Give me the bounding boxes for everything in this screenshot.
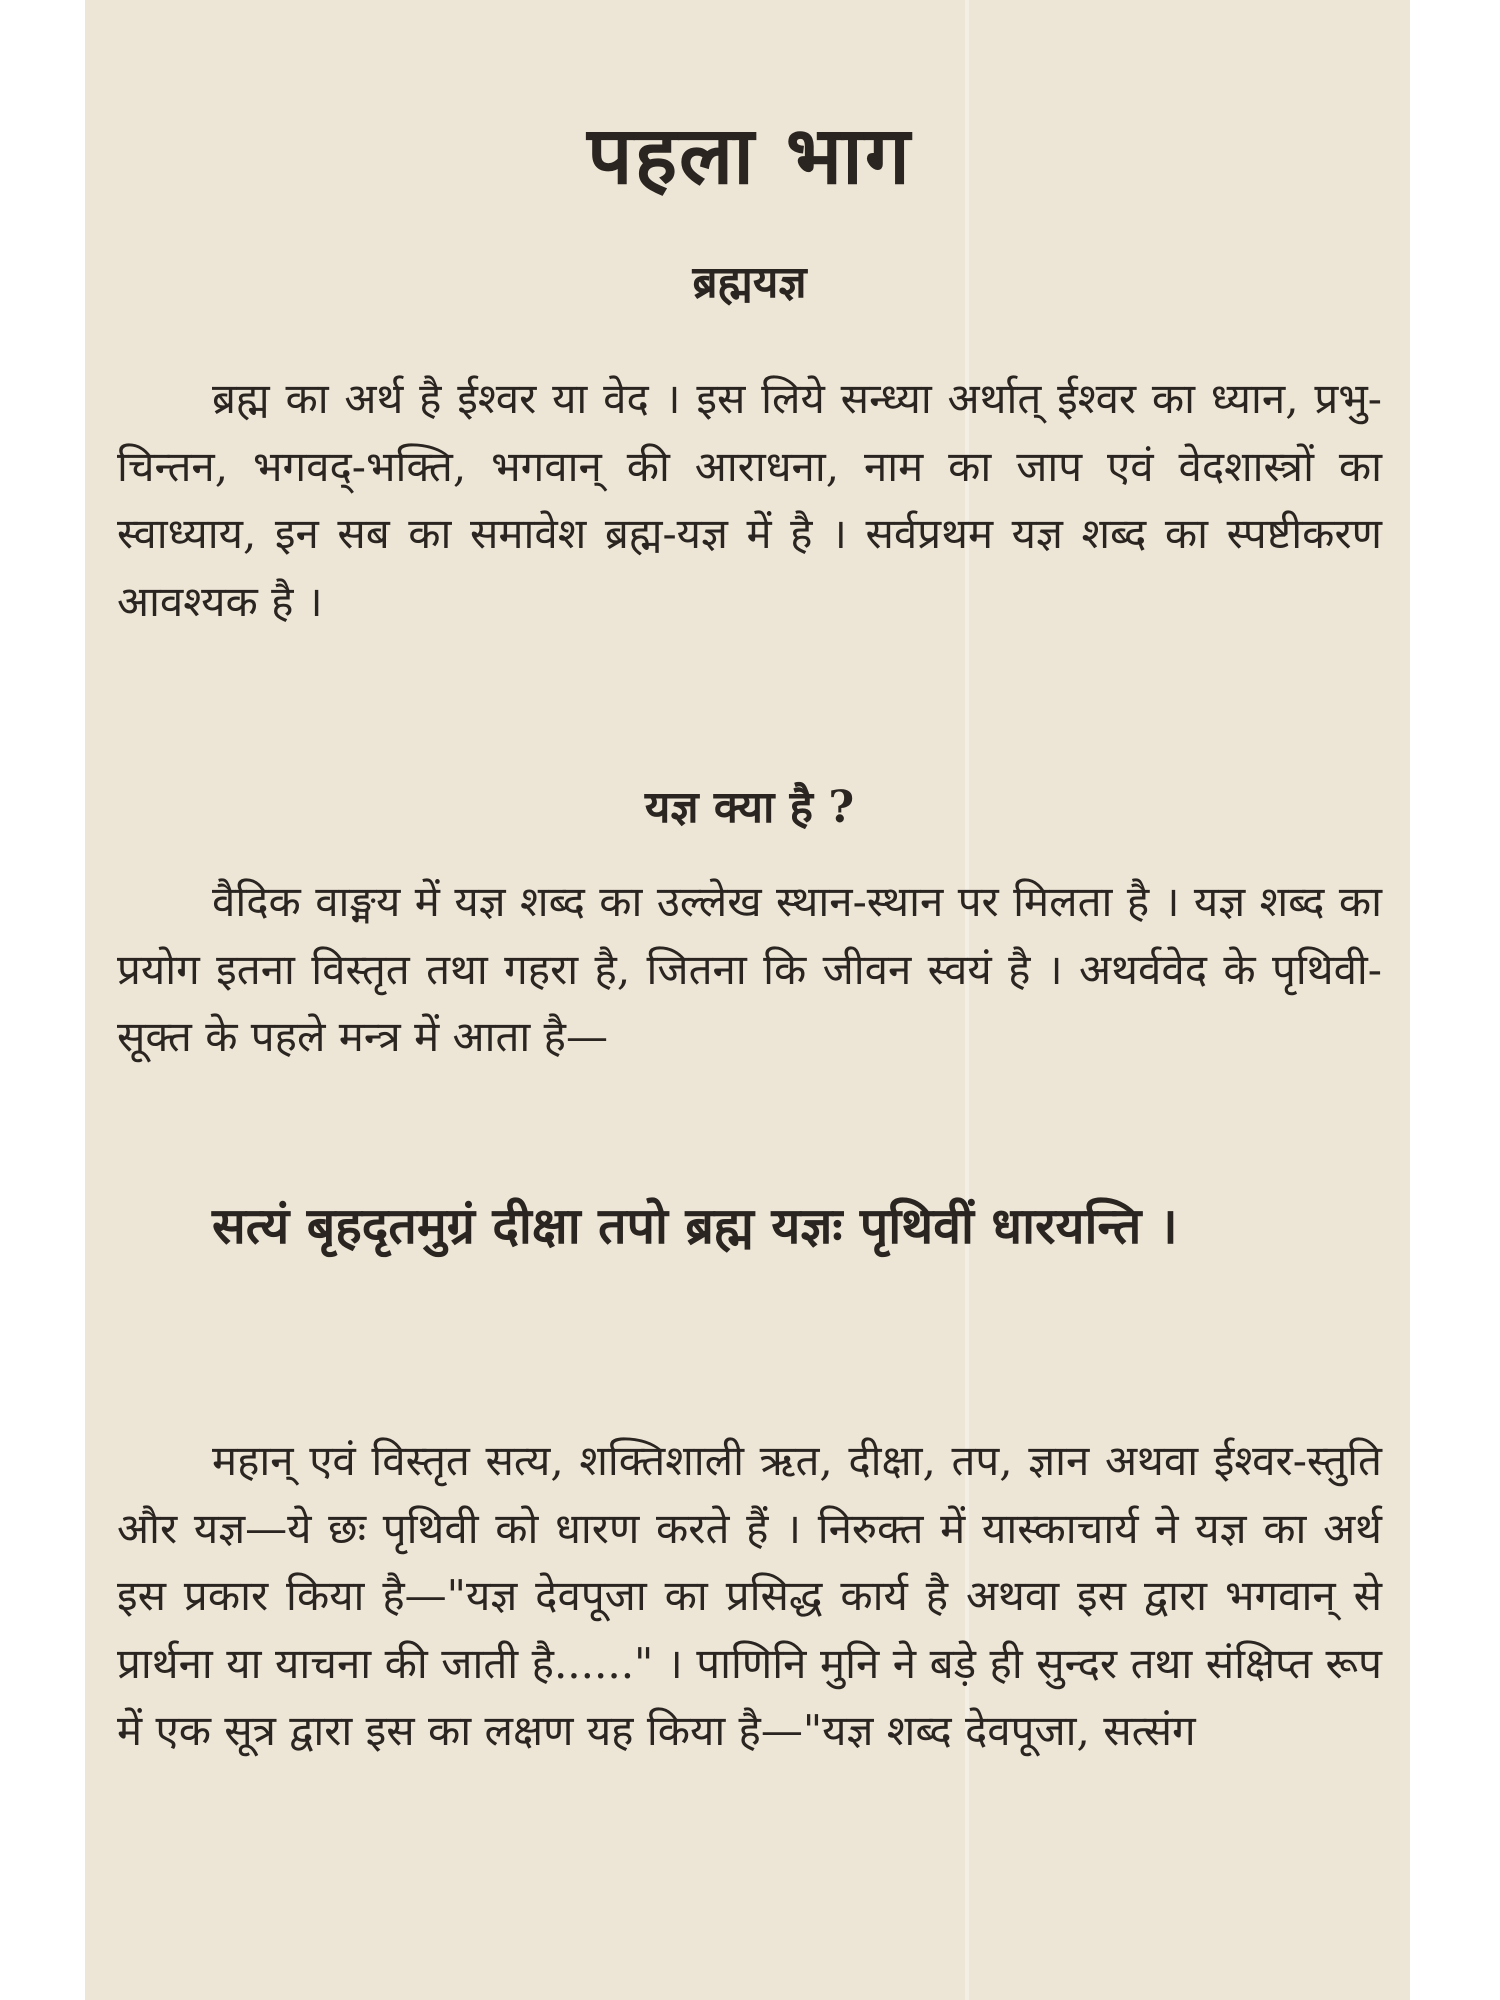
page-title: पहला भाग: [587, 108, 912, 202]
page-content: [117, 0, 1382, 2000]
paragraph-explanation: महान् एवं विस्तृत सत्य, शक्तिशाली ऋत, दीक्षा, तप, ज्ञान अथवा ईश्वर-स्तुति और यज्ञ—ये छः पृथिवी को धारण करते हैं । निरुक्त में यास्काचार्य ने यज्ञ का अर्थ इस प्रकार किया है—"यज्ञ देवपूजा का प्रसिद्ध कार्य है अथवा इस द्वारा भगवान् से प्रार्थना या याचना की जाती है......" । पाणिनि मुनि ने बड़े ही सुन्दर तथा संक्षिप्त रूप में एक सूत्र द्वारा इस का लक्षण यह किया है—"यज्ञ शब्द देवपूजा, सत्संग: [117, 1436, 1382, 1755]
subheading-what-is-yajna: यज्ञ क्या है ?: [644, 782, 855, 833]
book-page: [85, 0, 1410, 2000]
sanskrit-mantra: सत्यं बृहदृतमुग्रं दीक्षा तपो ब्रह्म यज्ञः पृथिवीं धारयन्ति ।: [212, 1196, 1178, 1255]
section-heading: ब्रह्मयज्ञ: [692, 257, 807, 308]
paragraph-brahma-meaning: ब्रह्म का अर्थ है ईश्वर या वेद । इस लिये सन्ध्या अर्थात् ईश्वर का ध्यान, प्रभु-चिन्तन, भगवद्-भक्ति, भगवान् की आराधना, नाम का जाप एवं वेदशास्त्रों का स्वाध्याय, इन सब का समावेश ब्रह्म-यज्ञ में है । सर्वप्रथम यज्ञ शब्द का स्पष्टीकरण आवश्यक है ।: [117, 374, 1382, 626]
paragraph-vedic-literature: वैदिक वाङ्मय में यज्ञ शब्द का उल्लेख स्थान-स्थान पर मिलता है । यज्ञ शब्द का प्रयोग इतना विस्तृत तथा गहरा है, जितना कि जीवन स्वयं है । अथर्ववेद के पृथिवी-सूक्त के पहले मन्त्र में आता है—: [117, 877, 1382, 1061]
